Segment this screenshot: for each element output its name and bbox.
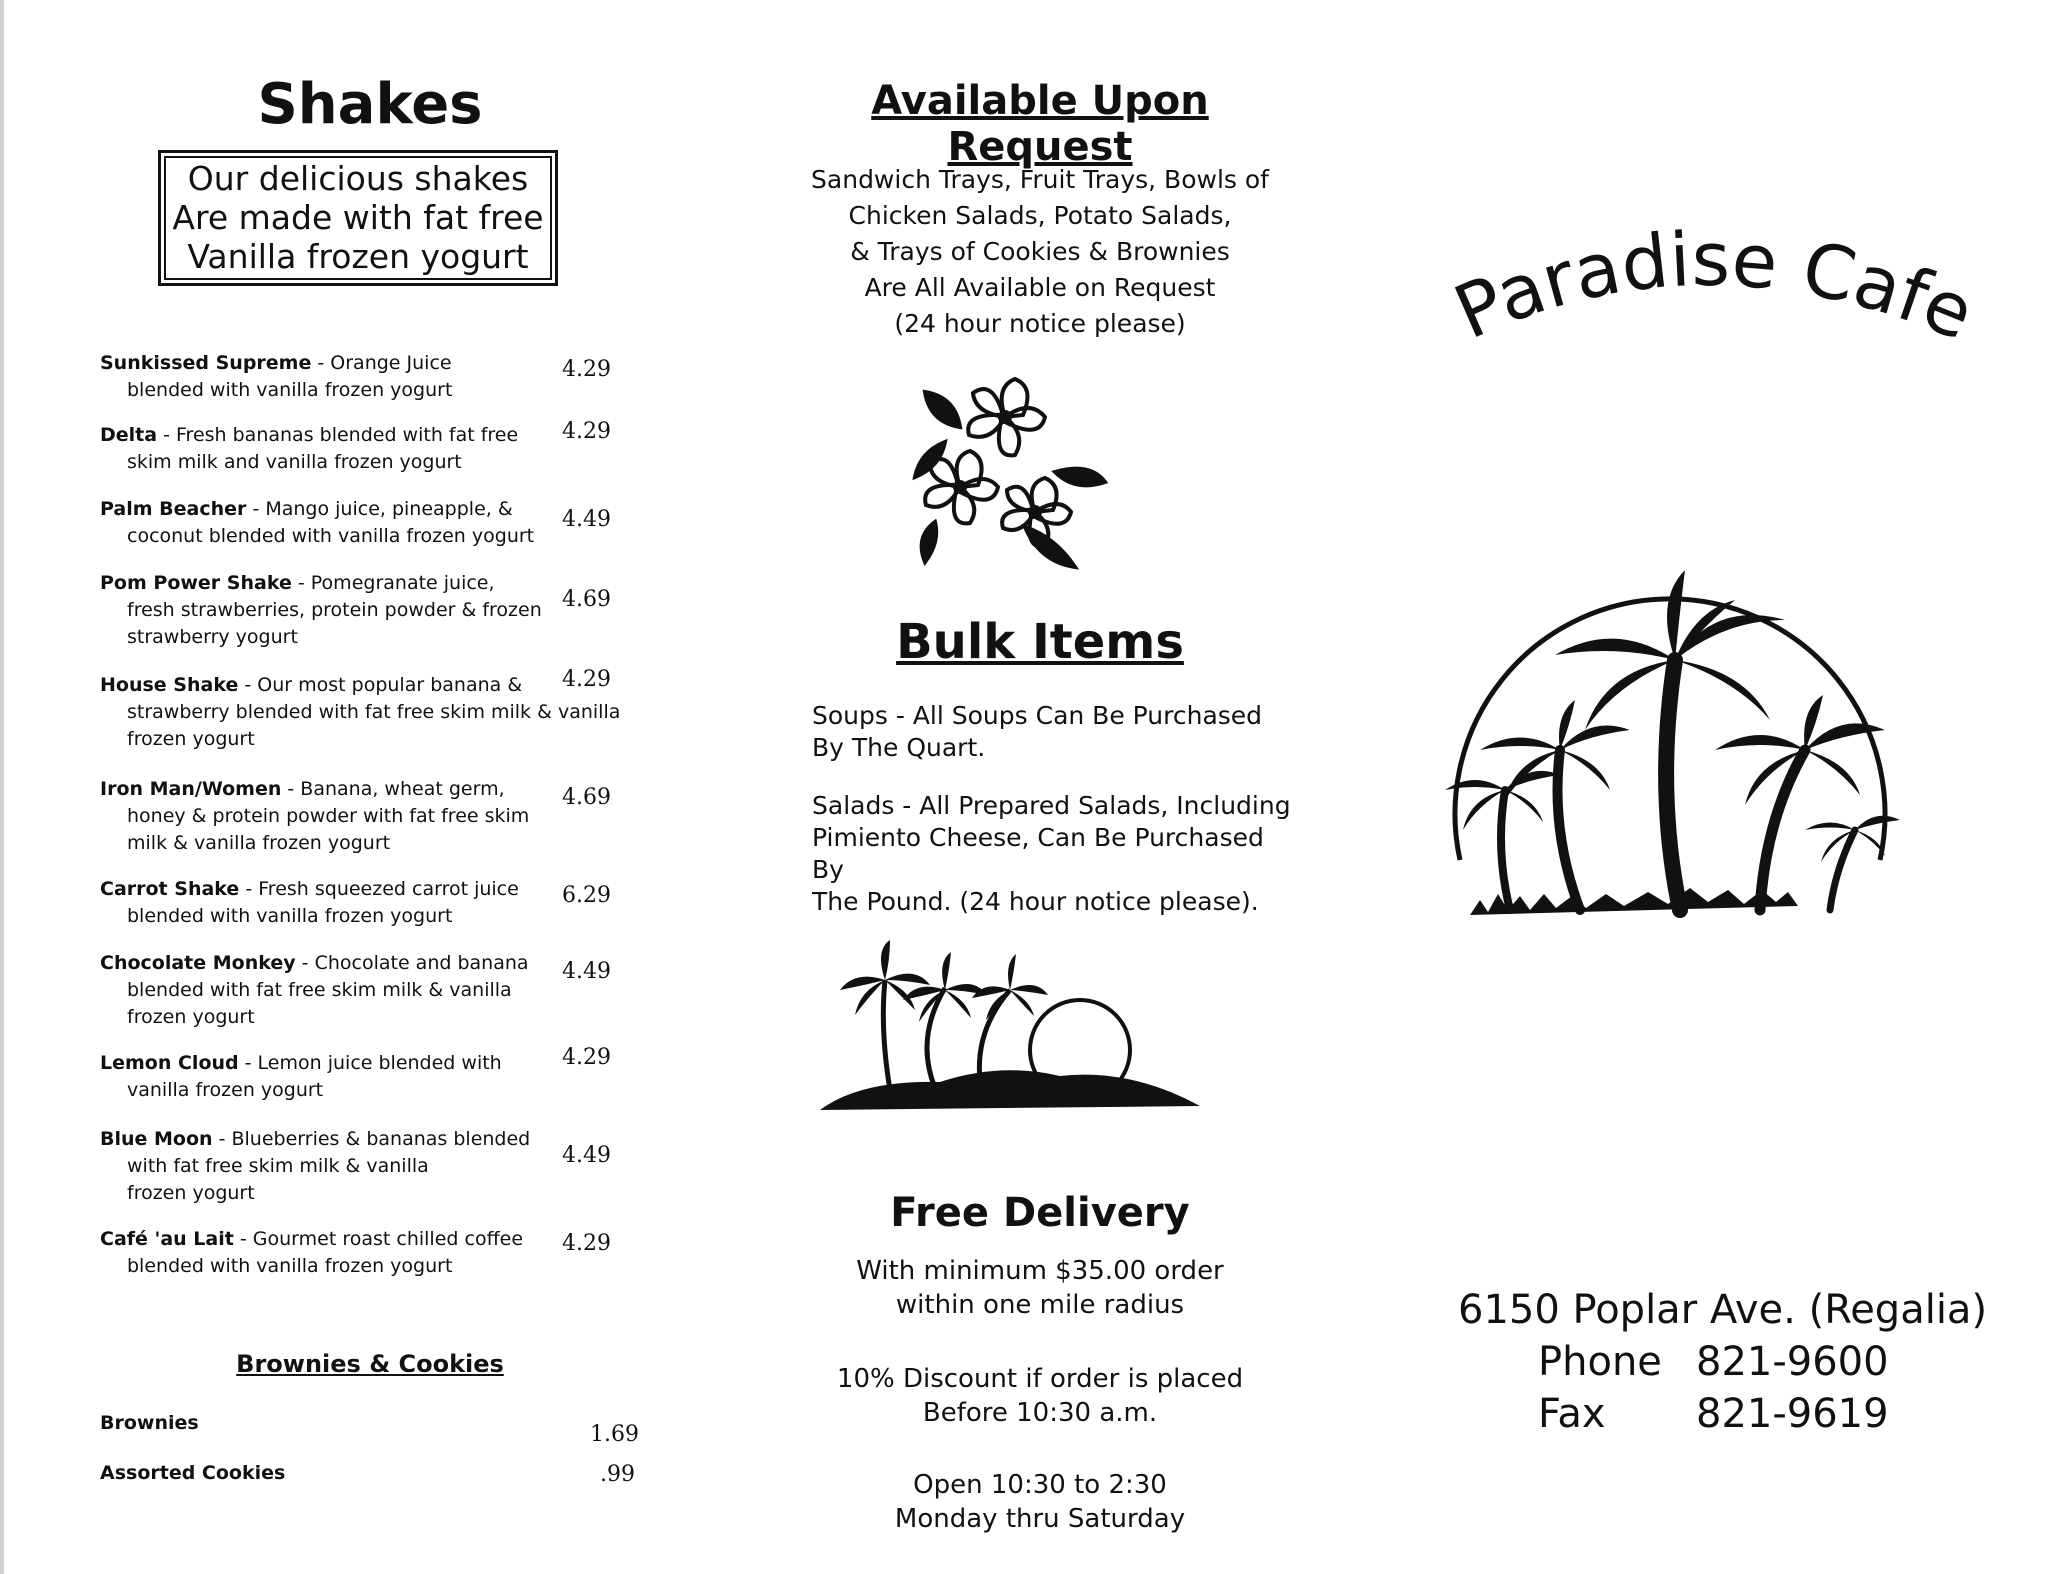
item-name: Delta xyxy=(100,424,158,446)
item-desc: - Chocolate and banana xyxy=(295,952,529,974)
text-line: Open 10:30 to 2:30 xyxy=(913,1470,1167,1500)
item-desc: fresh strawberries, protein powder & frozen xyxy=(127,599,542,621)
free-delivery-title: Free Delivery xyxy=(890,1190,1190,1236)
item-desc: coconut blended with vanilla frozen yogurt xyxy=(127,525,535,547)
text-line: Chicken Salads, Potato Salads, xyxy=(848,201,1232,230)
phone-label: Phone xyxy=(1538,1339,1662,1385)
bulk-items-title: Bulk Items xyxy=(896,614,1184,670)
item-desc: strawberry yogurt xyxy=(127,626,298,648)
item-price: 4.29 xyxy=(562,419,611,444)
box-line: Vanilla frozen yogurt xyxy=(187,237,529,276)
text-line: With minimum $35.00 order xyxy=(856,1256,1224,1286)
item-price: 4.69 xyxy=(562,587,611,612)
item-price: 1.69 xyxy=(590,1422,639,1447)
item-desc: with fat free skim milk & vanilla xyxy=(127,1155,429,1177)
box-line: Our delicious shakes xyxy=(187,159,529,198)
text-line: Soups - All Soups Can Be Purchased xyxy=(812,701,1263,730)
item-desc: blended with vanilla frozen yogurt xyxy=(127,379,453,401)
item-desc: milk & vanilla frozen yogurt xyxy=(127,832,391,854)
item-name: Lemon Cloud xyxy=(100,1052,239,1074)
menu-item xyxy=(100,350,660,404)
available-upon-request-title: Available Upon Request xyxy=(871,78,1209,170)
item-price: 6.29 xyxy=(562,883,611,908)
palm-trees-logo xyxy=(1430,520,1910,940)
item-name: Iron Man/Women xyxy=(100,778,282,800)
item-price: 4.29 xyxy=(562,1045,611,1070)
item-name: Assorted Cookies xyxy=(100,1462,286,1484)
item-name: Pom Power Shake xyxy=(100,572,292,594)
text-line: Before 10:30 a.m. xyxy=(922,1398,1158,1428)
text-line: Monday thru Saturday xyxy=(894,1504,1186,1534)
item-desc: frozen yogurt xyxy=(127,728,255,750)
island-palms-illustration xyxy=(820,940,1210,1120)
item-price: 4.29 xyxy=(562,357,611,382)
item-desc: strawberry blended with fat free skim milk & vanilla xyxy=(127,701,621,723)
svg-text:Paradise Cafe xyxy=(1443,217,1986,357)
text-line: By The Quart. xyxy=(812,733,986,762)
item-desc: - Fresh bananas blended with fat free xyxy=(157,424,519,446)
item-name: Café 'au Lait xyxy=(100,1228,234,1250)
cafe-address: 6150 Poplar Ave. (Regalia) xyxy=(1458,1287,1988,1333)
item-desc: skim milk and vanilla frozen yogurt xyxy=(127,451,462,473)
item-desc: - Blueberries & bananas blended xyxy=(212,1128,531,1150)
text-line: & Trays of Cookies & Brownies xyxy=(850,237,1230,266)
text-line: within one mile radius xyxy=(895,1290,1185,1320)
bulk-soups-text xyxy=(812,700,1292,764)
brownies-cookies-heading: Brownies & Cookies xyxy=(236,1350,504,1378)
text-line: Are All Available on Request xyxy=(864,273,1216,302)
item-desc: blended with vanilla frozen yogurt xyxy=(127,1255,453,1277)
item-desc: - Lemon juice blended with xyxy=(238,1052,502,1074)
menu-item xyxy=(100,1462,660,1487)
free-delivery-minimum xyxy=(800,1254,1280,1322)
opening-hours xyxy=(800,1468,1280,1536)
menu-item xyxy=(100,950,660,1031)
item-desc: - Our most popular banana & xyxy=(238,674,523,696)
item-name: Brownies xyxy=(100,1412,199,1434)
item-desc: - Gourmet roast chilled coffee xyxy=(233,1228,524,1250)
text-line: (24 hour notice please) xyxy=(894,309,1186,338)
item-name: House Shake xyxy=(100,674,239,696)
phone-number: 821-9600 xyxy=(1696,1339,1889,1385)
menu-item xyxy=(100,570,660,651)
item-desc: - Orange Juice xyxy=(311,352,452,374)
text-line: The Pound. (24 hour notice please). xyxy=(812,887,1259,916)
box-line: Are made with fat free xyxy=(172,198,544,237)
item-name: Sunkissed Supreme xyxy=(100,352,312,374)
item-price: 4.49 xyxy=(562,959,611,984)
item-desc: blended with fat free skim milk & vanilla xyxy=(127,979,512,1001)
menu-item xyxy=(100,876,660,930)
free-delivery-discount xyxy=(800,1362,1280,1430)
cafe-name-logo xyxy=(1420,200,2020,400)
item-name: Chocolate Monkey xyxy=(100,952,296,974)
item-desc: honey & protein powder with fat free skim xyxy=(127,805,530,827)
menu-item xyxy=(100,1412,660,1447)
text-line: Pimiento Cheese, Can Be Purchased By xyxy=(812,823,1264,884)
text-line: Salads - All Prepared Salads, Including xyxy=(812,791,1291,820)
item-price: 4.29 xyxy=(562,1231,611,1256)
menu-item xyxy=(100,776,660,857)
item-desc: - Banana, wheat germ, xyxy=(281,778,505,800)
shakes-info-box xyxy=(158,150,558,286)
fax-number: 821-9619 xyxy=(1696,1391,1889,1437)
item-name: Palm Beacher xyxy=(100,498,247,520)
item-desc: - Pomegranate juice, xyxy=(291,572,495,594)
menu-item xyxy=(100,667,660,753)
item-price: .99 xyxy=(600,1462,635,1487)
item-desc: - Mango juice, pineapple, & xyxy=(246,498,513,520)
item-name: Blue Moon xyxy=(100,1128,213,1150)
item-desc: blended with vanilla frozen yogurt xyxy=(127,905,453,927)
item-desc: - Fresh squeezed carrot juice xyxy=(239,878,519,900)
fax-label: Fax xyxy=(1538,1391,1606,1437)
cafe-name: Paradise Cafe xyxy=(1442,216,1986,358)
menu-item xyxy=(100,1226,660,1280)
text-line: 10% Discount if order is placed xyxy=(836,1364,1244,1394)
item-price: 4.49 xyxy=(562,1143,611,1168)
plumeria-flowers-illustration xyxy=(905,372,1115,572)
bulk-salads-text xyxy=(812,790,1292,918)
shakes-title: Shakes xyxy=(257,72,483,137)
available-upon-request-text xyxy=(800,162,1280,342)
item-desc: frozen yogurt xyxy=(127,1006,255,1028)
menu-item xyxy=(100,1126,660,1207)
text-line: Sandwich Trays, Fruit Trays, Bowls of xyxy=(811,165,1269,194)
item-price: 4.69 xyxy=(562,785,611,810)
menu-item xyxy=(100,1045,660,1104)
menu-item xyxy=(100,496,660,550)
page-edge xyxy=(0,0,4,1574)
item-name: Carrot Shake xyxy=(100,878,240,900)
item-desc: frozen yogurt xyxy=(127,1182,255,1204)
item-desc: vanilla frozen yogurt xyxy=(127,1079,324,1101)
menu-item xyxy=(100,419,660,476)
item-price: 4.49 xyxy=(562,507,611,532)
item-price: 4.29 xyxy=(562,667,611,692)
